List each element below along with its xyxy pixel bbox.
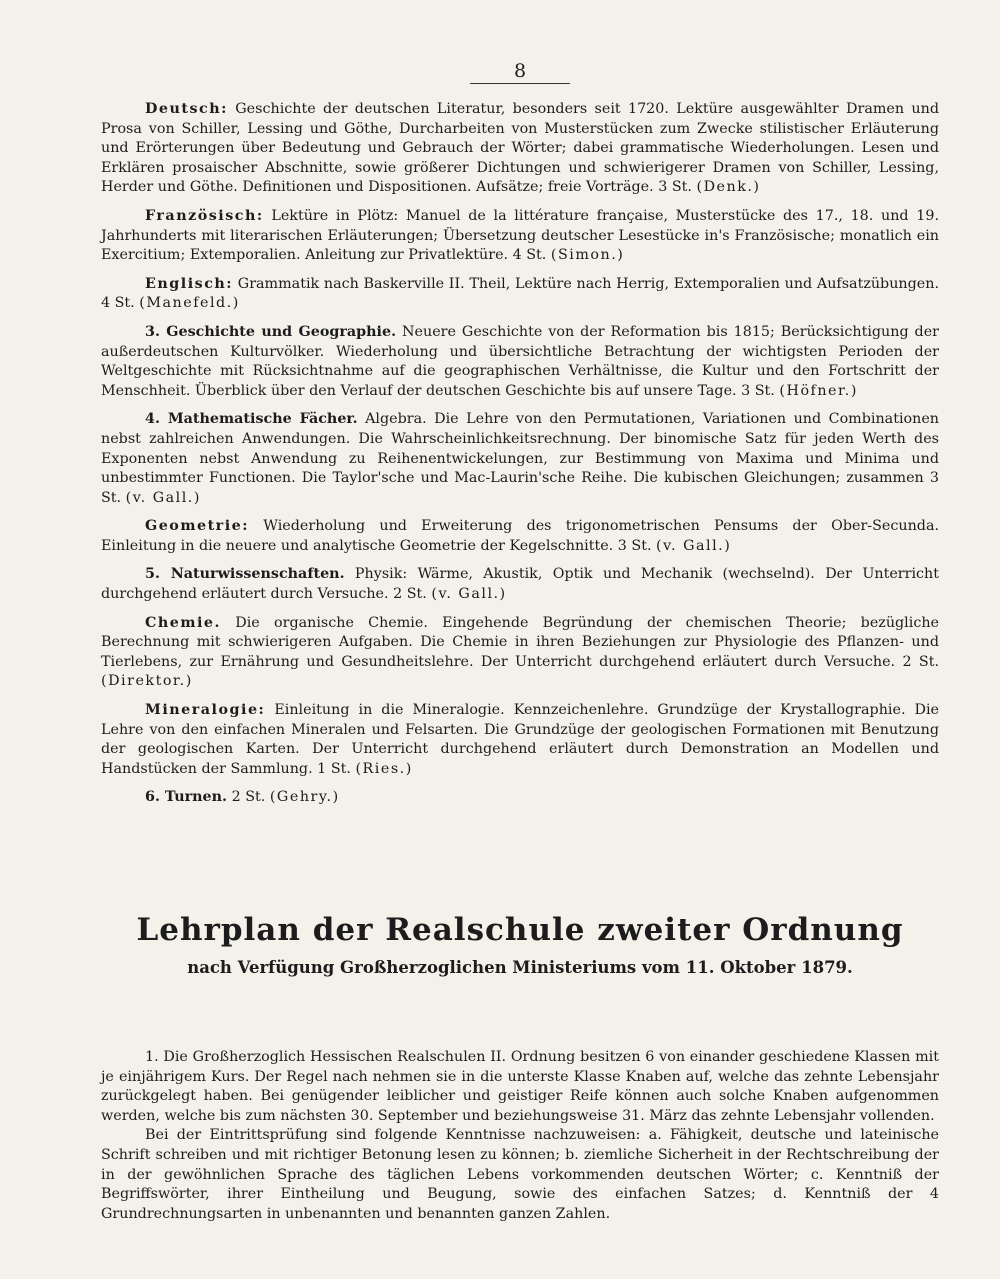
subject-text: Einleitung in die Mineralogie. Kennzeichenlehre. Grundzüge der Krystallographie. Die Lehre von den einfachen Mineralen und Felsarten. Die Grundzüge der geologischen Formationen mit Benutzung der geologischen Karten. Der Unterricht durchgehend erläutert durch Demonstration an Modellen und Handstücken der Sammlung. 1 St. xyxy=(101,702,940,777)
plan-subtitle: nach Verfügung Großherzoglichen Ministeriums vom 11. Oktober 1879. xyxy=(187,958,853,977)
plan-paragraph-1: 1. Die Großherzoglich Hessischen Realschulen II. Ordnung besitzen 6 von einander geschiedene Klassen mit je einjährigem Kurs. Der Regel nach nehmen sie in die unterste Klasse Knaben auf, welche das zehnte Lebensjahr zurückgelegt haben. Bei genügender leiblicher und geistiger Reife können auch solche Knaben aufgenommen werden, welche bis zum nächsten 30. September und beziehungsweise 31. März das zehnte Lebensjahr vollenden. xyxy=(101,1049,939,1124)
section-heading: 6. Turnen. xyxy=(145,789,228,806)
subject-teacher: (Manefeld.) xyxy=(139,295,240,312)
subject-teacher: (Denk.) xyxy=(696,179,761,196)
subject-name: Deutsch: xyxy=(145,101,228,117)
plan-title: Lehrplan der Realschule zweiter Ordnung xyxy=(136,912,904,948)
subject-mathematik xyxy=(101,410,939,508)
subject-teacher: (Höfner.) xyxy=(779,382,858,399)
section-heading: 3. Geschichte und Geographie. xyxy=(145,323,397,340)
subject-text: Wiederholung und Erweiterung des trigonometrischen Pensums der Ober-Secunda. Einleitung in die neuere und analytische Geometrie der Kegelschnitte. 3 St. xyxy=(101,518,940,554)
plan-body xyxy=(101,1048,939,1224)
subject-name: Chemie. xyxy=(145,614,222,631)
subject-naturwissenschaften xyxy=(101,565,939,604)
subject-teacher: (Gehry.) xyxy=(269,789,340,806)
section-heading: 5. Naturwissenschaften. xyxy=(145,566,345,583)
subject-geometrie xyxy=(101,517,939,556)
subject-teacher: (Ries.) xyxy=(355,760,413,777)
subject-chemie xyxy=(101,614,939,692)
page-number: 8 xyxy=(513,60,527,82)
subject-name: Mineralogie: xyxy=(145,702,266,719)
page-number-rule xyxy=(470,83,570,84)
subject-name: Englisch: xyxy=(145,275,234,292)
section-heading: 4. Mathematische Fächer. xyxy=(145,411,358,428)
subject-teacher: (Direktor.) xyxy=(101,673,193,690)
subject-name: Geometrie: xyxy=(145,518,250,535)
subject-geschichte xyxy=(101,323,939,401)
subject-mineralogie xyxy=(101,701,939,779)
subject-teacher: (Simon.) xyxy=(550,247,625,264)
subject-teacher: (v. Gall.) xyxy=(656,537,732,554)
subject-turnen xyxy=(101,788,939,808)
subject-text: Die organische Chemie. Eingehende Begründung der chemischen Theorie; bezügliche Berechnung mit schwierigeren Aufgaben. Die Chemie in ihren Beziehungen zur Physiologie des Pflanzen- und Tierlebens, zur Ernährung und Gesundheitslehre. Der Unterricht durchgehend erläutert durch Versuche. 2 St. xyxy=(101,614,940,670)
subject-englisch xyxy=(101,275,939,314)
plan-paragraph-2: Bei der Eintrittsprüfung sind folgende Kenntnisse nachzuweisen: a. Fähigkeit, deutsche und lateinische Schrift schreiben und mit richtiger Betonung lesen zu können; b. ziemliche Sicherheit in der Rechtschreibung der in der gewöhnlichen Sprache des täglichen Lebens vorkommenden deutschen Wörter; c. Kenntniß der Begriffswörter, ihrer Eintheilung und Beugung, sowie des einfachen Satzes; d. Kenntniß der 4 Grundrechnungsarten in unbenannten und benannten ganzen Zahlen. xyxy=(101,1127,939,1222)
subject-franzoesisch xyxy=(101,207,939,266)
subject-text: Lektüre in Plötz: Manuel de la littérature française, Musterstücke des 17., 18. und 19. Jahrhunderts mit literarischen Erläuterungen; Übersetzung deutscher Lesestücke in's Französische; monatlich ein Exercitium; Extemporalien. Anleitung zur Privatlektüre. 4 St. xyxy=(101,207,939,264)
subject-text: Physik: Wärme, Akustik, Optik und Mechanik (wechselnd). Der Unterricht durchgehend erläutert durch Versuche. 2 St. xyxy=(101,566,939,603)
subject-text: Neuere Geschichte von der Reformation bis 1815; Berücksichtigung der außerdeutschen Kulturvölker. Wiederholung und übersichtliche Betrachtung der wichtigsten Perioden der Weltgeschichte mit Rücksichtnahme auf die geographischen Verhältnisse, die Kultur und den Fortschritt der Menschheit. Überblick über den Verlauf der deutschen Geschichte bis auf unsere Tage. 3 St. xyxy=(101,323,940,399)
subject-deutsch xyxy=(101,100,939,198)
subject-teacher: (v. Gall.) xyxy=(125,489,201,506)
plan-header xyxy=(101,912,939,977)
subject-text: 2 St. xyxy=(231,789,266,806)
subject-text: Algebra. Die Lehre von den Permutationen, Variationen und Combinationen nebst zahlreichen Anwendungen. Die Wahrscheinlichkeitsrechnung. Der binomische Satz für jeden Werth des Exponenten nebst Anwendung zu Reihenentwickelungen, zur Bestimmung von Maxima und Minima und unbestimmter Functionen. Die Taylor'sche und Mac-Laurin'sche Reihe. Die kubischen Gleichungen; zusammen 3 St. xyxy=(101,411,940,506)
subject-teacher: (v. Gall.) xyxy=(431,586,507,603)
subject-text: Grammatik nach Baskerville II. Theil, Lektüre nach Herrig, Extemporalien und Aufsatzübungen. 4 St. xyxy=(101,275,939,312)
subject-name: Französisch: xyxy=(145,207,264,224)
curriculum-subjects xyxy=(101,100,939,817)
subject-text: Geschichte der deutschen Literatur, besonders seit 1720. Lektüre ausgewählter Dramen und Prosa von Schiller, Lessing und Göthe, Durcharbeiten von Musterstücken zum Zwecke stilistischer Erläuterung und Erörterungen über Bedeutung und Gebrauch der Wörter; dabei grammatische Wiederholungen. Lesen und Erklären prosaischer Abschnitte, sowie größerer Dichtungen und schwierigerer Dramen von Schiller, Lessing, Herder und Göthe. Definitionen und Dispositionen. Aufsätze; freie Vorträge. 3 St. xyxy=(101,101,939,196)
